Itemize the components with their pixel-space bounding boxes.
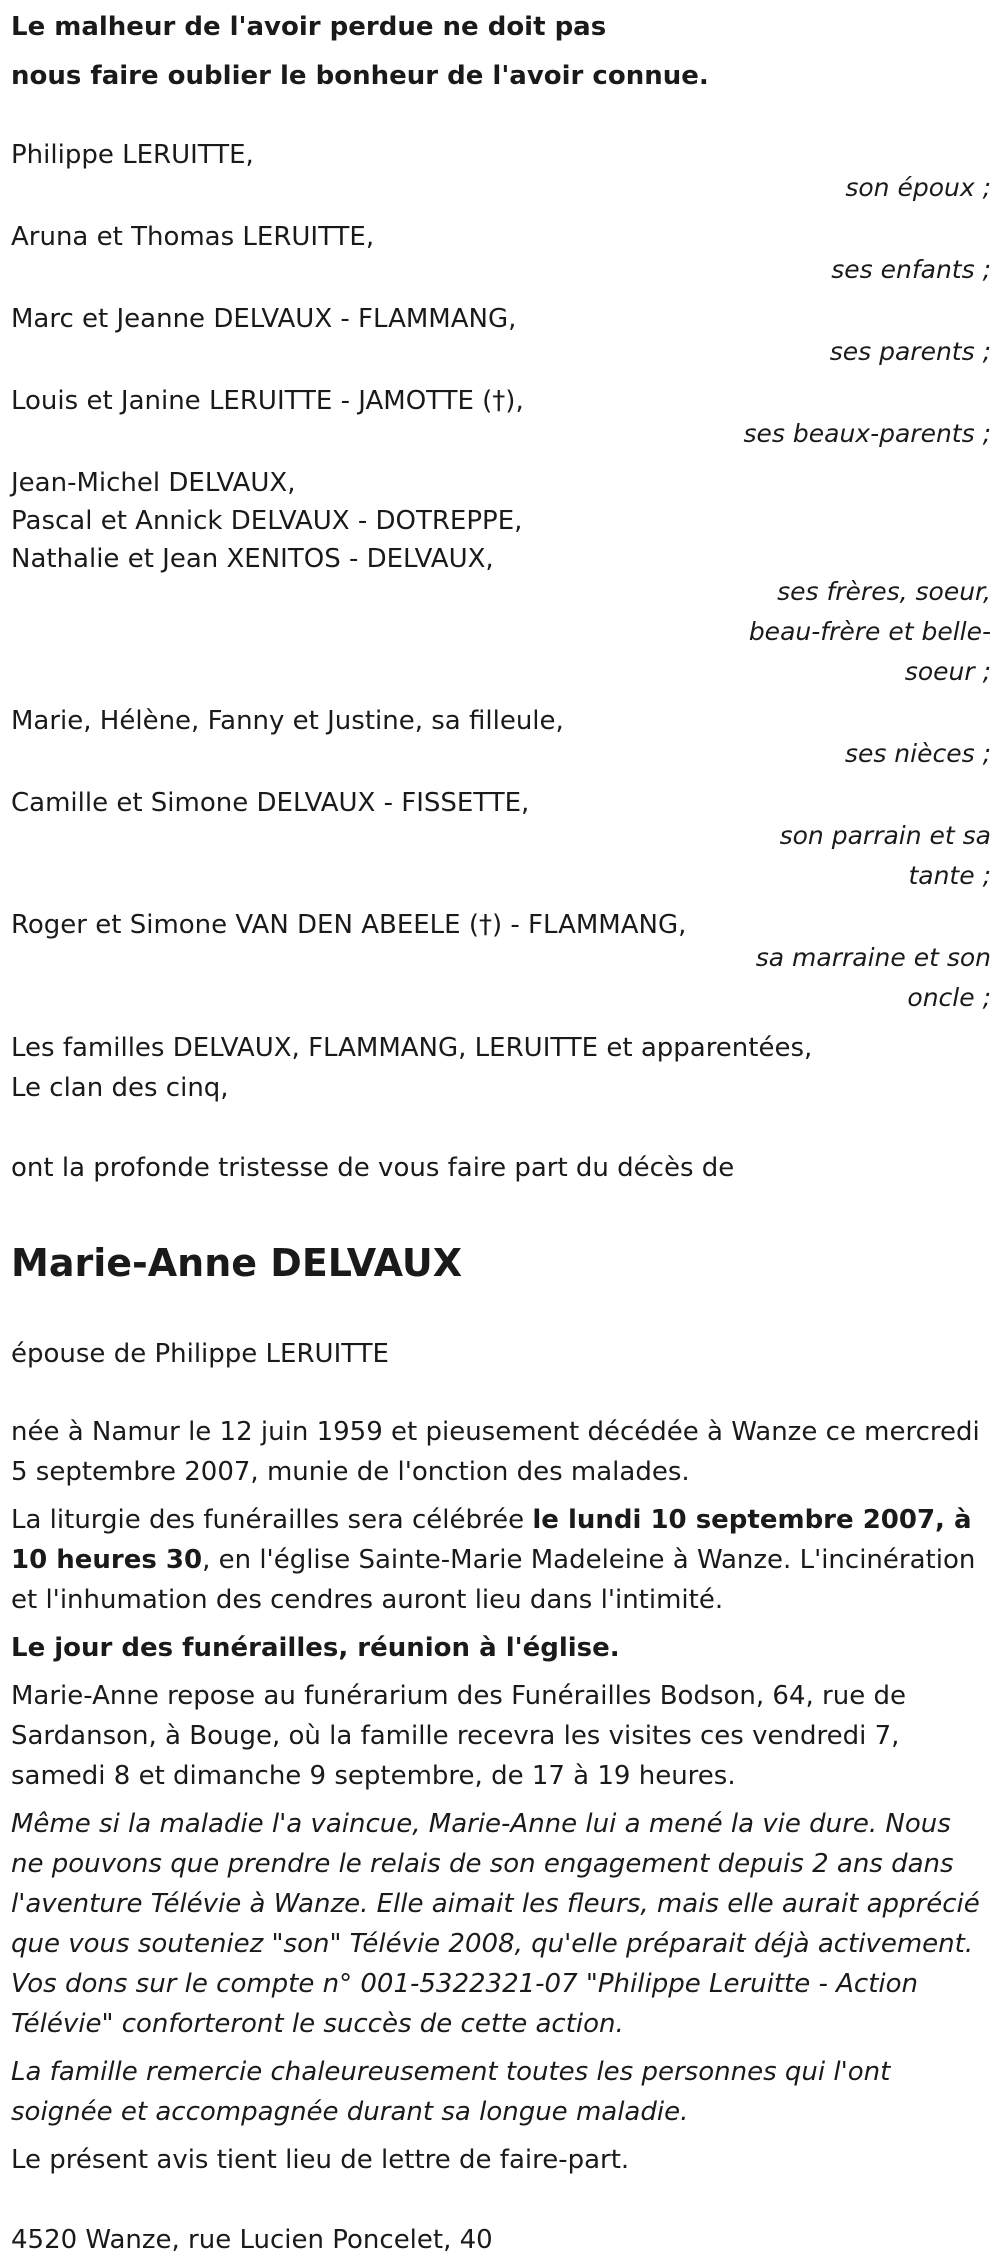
announcement: ont la profonde tristesse de vous faire part du décès de — [11, 1153, 735, 1183]
liturgy-paragraph — [11, 1500, 991, 1620]
family-member: Nathalie et Jean XENITOS - DELVAUX, — [11, 544, 494, 574]
funerarium-paragraph: Marie-Anne repose au funérarium des Funérailles Bodson, 64, rue de Sardanson, à Bouge, où la famille recevra les visites ces vendredi 7, samedi 8 et dimanche 9 septembre, de 17 à 19 heures. — [11, 1681, 906, 1791]
families-line: Le clan des cinq, — [11, 1073, 229, 1103]
relation-label: sa marraine et son oncle ; — [755, 943, 991, 1012]
obituary-notice — [11, 0, 991, 2260]
relation-label: son parrain et sa tante ; — [779, 821, 991, 890]
family-member: Philippe LERUITTE, — [11, 140, 254, 170]
relation-label: ses enfants ; — [831, 255, 991, 284]
address: 4520 Wanze, rue Lucien Poncelet, 40 — [11, 2225, 493, 2255]
birth-paragraph: née à Namur le 12 juin 1959 et pieusement décédée à Wanze ce mercredi 5 septembre 2007, munie de l'onction des malades. — [11, 1417, 980, 1487]
family-group — [11, 464, 991, 692]
family-group — [11, 784, 991, 896]
family-group — [11, 136, 991, 208]
families-line: Les familles DELVAUX, FLAMMANG, LERUITTE et apparentées, — [11, 1033, 813, 1063]
relation-label: ses frères, soeur, beau-frère et belle-soeur ; — [748, 577, 991, 686]
relation-label: ses parents ; — [829, 337, 991, 366]
liturgy-text: , en l'église Sainte-Marie Madeleine à Wanze. L'incinération et l'inhumation des cendres auront lieu dans l'intimité. — [11, 1545, 976, 1615]
liturgy-date: le lundi 10 septembre 2007, à 10 heures 30 — [11, 1505, 972, 1575]
notice-body — [11, 1412, 991, 2180]
spouse-line: épouse de Philippe LERUITTE — [11, 1339, 389, 1369]
family-group — [11, 702, 991, 774]
thanks-paragraph: La famille remercie chaleureusement toutes les personnes qui l'ont soignée et accompagnée durant sa longue maladie. — [11, 2057, 891, 2127]
family-member: Jean-Michel DELVAUX, — [11, 468, 296, 498]
epitaph-line: nous faire oublier le bonheur de l'avoir connue. — [11, 61, 709, 91]
deceased-name: Marie-Anne DELVAUX — [11, 1241, 462, 1285]
family-list — [11, 136, 991, 1018]
meeting-paragraph: Le jour des funérailles, réunion à l'église. — [11, 1633, 620, 1663]
family-group — [11, 300, 991, 372]
family-member: Louis et Janine LERUITTE - JAMOTTE (†), — [11, 386, 524, 416]
family-group — [11, 218, 991, 290]
epitaph-line: Le malheur de l'avoir perdue ne doit pas — [11, 12, 607, 42]
relation-label: ses beaux-parents ; — [743, 419, 991, 448]
family-member: Marc et Jeanne DELVAUX - FLAMMANG, — [11, 304, 517, 334]
family-member: Roger et Simone VAN DEN ABEELE (†) - FLAMMANG, — [11, 910, 687, 940]
family-member: Camille et Simone DELVAUX - FISSETTE, — [11, 788, 530, 818]
epitaph — [11, 0, 991, 101]
family-member: Marie, Hélène, Fanny et Justine, sa filleule, — [11, 706, 564, 736]
family-group — [11, 382, 991, 454]
extended-families — [11, 1028, 991, 1108]
family-member: Aruna et Thomas LERUITTE, — [11, 222, 375, 252]
relation-label: son époux ; — [845, 173, 991, 202]
liturgy-text: La liturgie des funérailles sera célébrée — [11, 1505, 533, 1535]
notice-paragraph: Le présent avis tient lieu de lettre de faire-part. — [11, 2145, 630, 2175]
family-member: Pascal et Annick DELVAUX - DOTREPPE, — [11, 506, 523, 536]
family-group — [11, 906, 991, 1018]
relation-label: ses nièces ; — [844, 739, 991, 768]
televie-paragraph: Même si la maladie l'a vaincue, Marie-Anne lui a mené la vie dure. Nous ne pouvons que prendre le relais de son engagement depuis 2 ans dans l'aventure Télévie à Wanze. Elle aimait les fleurs, mais elle aurait apprécié que vous souteniez "son" Télévie 2008, qu'elle préparait déjà activement. Vos dons sur le compte n° 001-5322321-07 "Philippe Leruitte - Action Télévie" conforteront le succès de cette action. — [11, 1809, 980, 2039]
